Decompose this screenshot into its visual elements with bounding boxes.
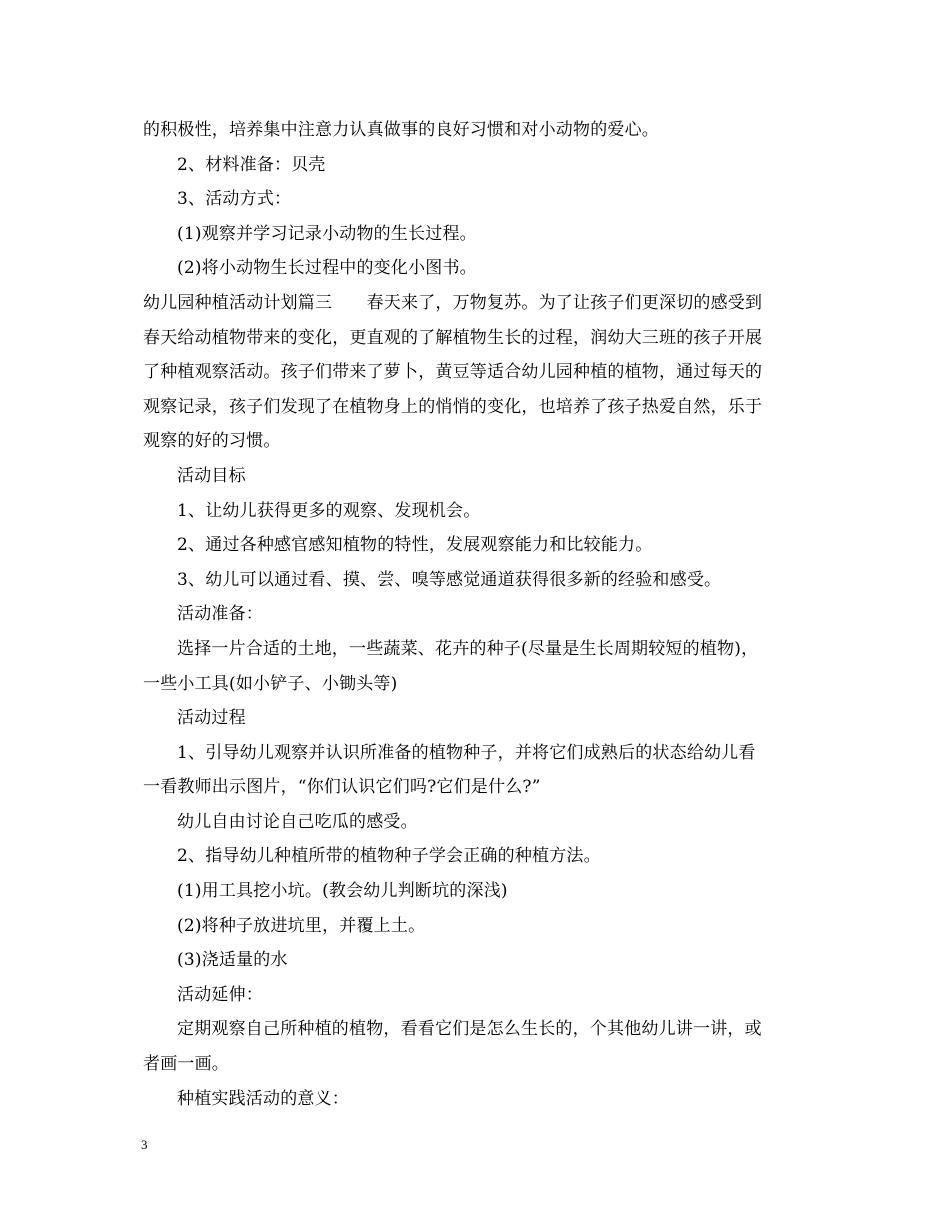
text-line: 选择一片合适的土地，一些蔬菜、花卉的种子(尽量是生长周期较短的植物)， [177, 638, 759, 659]
text-line: 1、引导幼儿观察并认识所准备的植物种子，并将它们成熟后的状态给幼儿看 [177, 742, 756, 763]
text-line: 活动目标 [177, 465, 246, 486]
text-line: 活动准备： [177, 604, 263, 625]
text-line: 春天给动植物带来的变化，更直观的了解植物生长的过程，润幼大三班的孩子开展 [143, 327, 763, 348]
text-line: 观察的好的习惯。 [143, 431, 281, 452]
text-line: 1、让幼儿获得更多的观察、发现机会。 [177, 500, 481, 521]
text-line: 活动过程 [177, 708, 246, 729]
text-line: 种植实践活动的意义： [177, 1088, 349, 1109]
text-line: 一些小工具(如小铲子、小锄头等) [143, 673, 398, 694]
text-line: 2、材料准备：贝壳 [177, 154, 326, 175]
text-line: 2、指导幼儿种植所带的植物种子学会正确的种植方法。 [177, 846, 601, 867]
text-line: 的积极性，培养集中注意力认真做事的良好习惯和对小动物的爱心。 [143, 120, 659, 140]
document-body [143, 113, 818, 1116]
text-line: 观察记录，孩子们发现了在植物身上的悄悄的变化，也培养了孩子热爱自然，乐于 [143, 396, 763, 417]
text-line: (1)用工具挖小坑。(教会幼儿判断坑的深浅) [177, 881, 508, 902]
text-line: 一看教师出示图片，“你们认识它们吗?它们是什么?” [143, 777, 541, 798]
text-line: 者画一画。 [143, 1054, 229, 1075]
text-line: 了种植观察活动。孩子们带来了萝卜，黄豆等适合幼儿园种植的植物，通过每天的 [143, 362, 763, 383]
text-line: (3)浇适量的水 [177, 950, 288, 971]
text-line: (2)将种子放进坑里，并覆上土。 [177, 915, 426, 936]
text-line: (1)观察并学习记录小动物的生长过程。 [177, 223, 477, 244]
text-line: 3、活动方式： [177, 189, 292, 210]
text-line: 活动延伸： [177, 984, 263, 1005]
text-line: (2)将小动物生长过程中的变化小图书。 [177, 258, 477, 279]
text-line: 幼儿自由讨论自己吃瓜的感受。 [177, 811, 418, 832]
text-line: 定期观察自己所种植的植物，看看它们是怎么生长的，个其他幼儿讲一讲，或 [177, 1019, 762, 1040]
page-number: 3 [141, 1137, 148, 1152]
text-line: 2、通过各种感官感知植物的特性，发展观察能力和比较能力。 [177, 535, 653, 556]
text-line: 3、幼儿可以通过看、摸、尝、嗅等感觉通道获得很多新的经验和感受。 [177, 569, 722, 590]
text-line: 幼儿园种植活动计划篇三 春天来了，万物复苏。为了让孩子们更深切的感受到 [143, 292, 763, 313]
